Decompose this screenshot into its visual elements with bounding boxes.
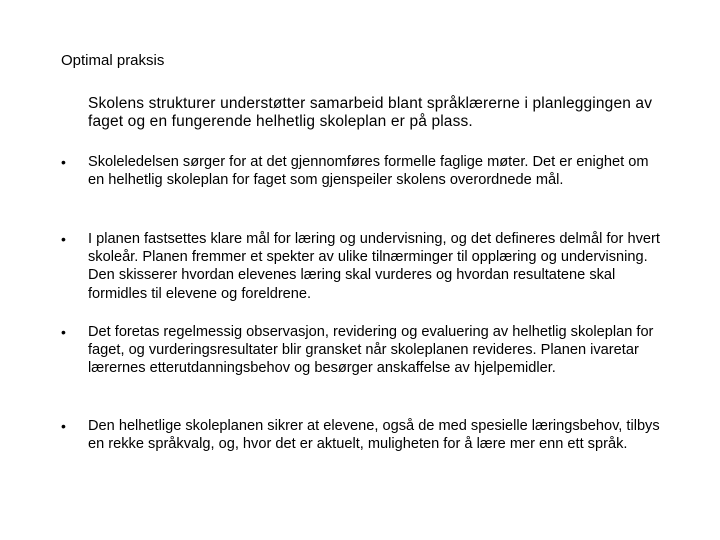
bullet-icon: • bbox=[61, 231, 66, 247]
bullet-text: Det foretas regelmessig observasjon, revidering og evaluering av helhetlig skoleplan for faget, og vurderingsresultater blir gransket når skoleplanen revideres. Planen ivaretar lærernes etterutdanningsbehov og besørger anskaffelse av hjelpemidler. bbox=[88, 324, 654, 377]
bullet-icon: • bbox=[61, 324, 66, 340]
slide-title: Optimal praksis bbox=[61, 52, 165, 69]
bullet-icon: • bbox=[61, 154, 66, 170]
bullet-text: Skoleledelsen sørger for at det gjennomføres formelle faglige møter. Det er enighet om en helhetlig skoleplan for faget som gjenspeiler skolens overordnede mål. bbox=[88, 154, 649, 189]
bullet-text: Den helhetlige skoleplanen sikrer at elevene, også de med spesielle læringsbehov, tilbys en rekke språkvalg, og, hvor det er aktuelt, muligheten for å lære mer enn ett språk. bbox=[88, 418, 660, 453]
bullet-text: I planen fastsettes klare mål for læring og undervisning, og det defineres delmål for hvert skoleår. Planen fremmer et spekter av ulike tilnærminger til opplæring og undervisning. Den skisserer hvordan elevenes læring skal vurderes og hvordan resultatene skal formidles til elevene og foreldrene. bbox=[88, 231, 660, 302]
lead-paragraph: Skolens strukturer understøtter samarbeid blant språklærerne i planleggingen av faget og en fungerende helhetlig skoleplan er på plass. bbox=[88, 95, 653, 130]
bullet-icon: • bbox=[61, 418, 66, 434]
